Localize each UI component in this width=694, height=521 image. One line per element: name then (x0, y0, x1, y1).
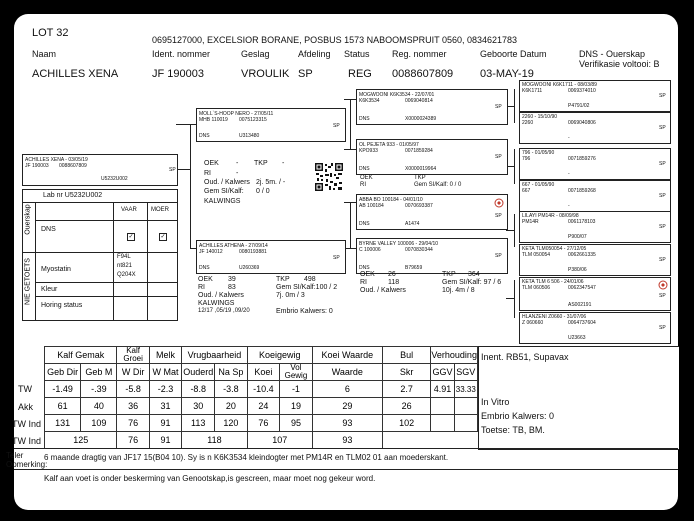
gp-gem: Gem SI/Kalf: 97 / 6 (442, 279, 502, 286)
cell: 29 (312, 398, 382, 415)
gp-oek: OEK (360, 175, 373, 181)
ggp-box (519, 180, 671, 212)
gp-dns: A1474 (405, 221, 420, 227)
ggp-name: HLANZENI Z0660 - 31/07/06 (522, 314, 587, 320)
gp-ident: K6K3534 (359, 98, 380, 104)
cell: 4.91 (431, 381, 454, 398)
cell: 102 (382, 415, 430, 432)
ggp-ident: PM14R (522, 219, 539, 225)
dam-gem: Gem SI/Kalf:100 / 2 (276, 284, 338, 291)
row-label-tw-ind: TW Ind (12, 419, 42, 429)
sire-ri-val: - (236, 170, 239, 177)
label-verification: Verifikasie voltooi: B (579, 59, 660, 69)
sire-oek-val: - (236, 160, 239, 167)
animal-box-reg: 0088607809 (59, 163, 87, 169)
gp-tkp: TKP (414, 175, 426, 181)
myo-q204x: Q204X (117, 272, 136, 278)
catalogue-sheet (6, 14, 678, 510)
gp-ident: C 100006 (359, 247, 381, 253)
cell: 24 (247, 398, 279, 415)
label-reg: Reg. nommer (392, 49, 447, 59)
cell: 31 (149, 398, 181, 415)
cell: 91 (149, 415, 181, 432)
animal-ident: JF 190003 (152, 68, 204, 80)
animal-section: SP (298, 68, 313, 80)
gp-age-val: 10j. 4m / 8 (442, 287, 475, 294)
ggp-ident: Z 060660 (522, 320, 544, 326)
cell: -2.3 (149, 381, 181, 398)
ggp-dns: P900/07 (568, 234, 587, 240)
cell: 76 (117, 432, 149, 449)
sire-name: MOLL`S-HOOP NERO - 27/05/11 (199, 111, 274, 117)
ggp-section: SP (659, 325, 666, 331)
ggp-name: KETA TLM050054 - 27/12/05 (522, 246, 587, 252)
cell: 95 (280, 415, 313, 432)
gp-dns: X0000019964 (405, 166, 437, 172)
dam-section: SP (333, 255, 340, 261)
row-label-akk: Akk (18, 402, 34, 412)
gp-ident: AB 100184 (359, 203, 384, 209)
ggp-reg: 0062347547 (568, 285, 596, 291)
cell: 125 (45, 432, 117, 449)
ggp-section: SP (659, 93, 666, 99)
cell: -10.4 (247, 381, 279, 398)
ggp-name: MOGWOONI K6K1711 - 08/03/89 (522, 82, 597, 88)
cell: -8.8 (182, 381, 215, 398)
dam-calvings-dates: 12/17 ,05/19 ,09/20 (198, 308, 250, 314)
animal-reg: 0088607809 (392, 68, 454, 80)
cell: 120 (215, 415, 248, 432)
sire-reg: 0075123315 (239, 117, 267, 123)
tests: Toetse: TB, BM. (481, 425, 545, 435)
col-sire: VAAR (121, 207, 137, 213)
myo-nt821: nt821 (117, 263, 133, 269)
ggp-box (519, 244, 671, 276)
sub-ggv: GGV (431, 364, 454, 381)
ggp-section: SP (659, 161, 666, 167)
gp-name: MOGWOONI K6K3534 - 22/07/01 (359, 92, 435, 98)
cell: 93 (312, 415, 382, 432)
sire-tkp-val: - (282, 160, 285, 167)
gp-dam-sire-box (356, 194, 508, 230)
qr-code (314, 162, 344, 192)
sub-na-sp: Na Sp (215, 364, 248, 381)
ggp-name: 796 - 01/05/90 (522, 150, 555, 156)
section-not-tested: NIE GETOETS (24, 258, 32, 305)
ggp-dns: U23663 (568, 335, 586, 341)
cell: 131 (45, 415, 81, 432)
cell (431, 398, 454, 415)
row-label-tw-ind-2: TW Ind (12, 436, 42, 446)
cell: -1.49 (45, 381, 81, 398)
animal-status: REG (348, 68, 372, 80)
gp-dns: B79659 (405, 265, 423, 271)
group-fertility: Vrugbaarheid (182, 347, 247, 364)
ggp-ident: TLM 050054 (522, 252, 551, 258)
dam-calvings-label: KALWINGS (198, 300, 235, 307)
ggp-ident: 667 (522, 188, 531, 194)
gp-section: SP (495, 213, 502, 219)
group-milk: Melk (149, 347, 181, 364)
ggp-box (519, 112, 671, 144)
ggp-reg: 0069040806 (568, 120, 596, 126)
dam-ri-val: 83 (228, 284, 236, 291)
animal-dob: 03-MAY-19 (480, 68, 534, 80)
animal-name: ACHILLES XENA (32, 68, 119, 80)
label-ident: Ident. nommer (152, 49, 211, 59)
gp-tkp-val: 364 (468, 271, 480, 278)
gp-age-label: Oud. / Kalwers (360, 287, 406, 294)
ggp-box (519, 148, 671, 180)
ggp-section: SP (659, 193, 666, 199)
cell: 36 (117, 398, 149, 415)
cell: 40 (81, 398, 117, 415)
sire-dns: U313480 (239, 133, 260, 139)
dam-dns-checkbox: ✓ (160, 234, 166, 240)
gp-name: OL PEJETA 933 - 01/05/97 (359, 142, 419, 148)
sire-box (196, 108, 346, 142)
gp-name: BYRNE VALLEY 100006 - 29/04/10 (359, 241, 439, 247)
group-ratio: Verhouding (431, 347, 478, 364)
gp-reg: 0070693387 (405, 203, 433, 209)
cell: -.39 (81, 381, 117, 398)
sire-gem-label: Gem SI/Kalf: (204, 188, 244, 195)
group-cow-weight: Koeigewig (247, 347, 312, 364)
dam-embryo: Embrio Kalwers: 0 (276, 308, 333, 315)
sire-ident: MHB 110019 (199, 117, 228, 123)
cell (454, 398, 477, 415)
gp-sire-sire-box (356, 89, 508, 125)
gp-reg: 0069040814 (405, 98, 433, 104)
cell: 93 (312, 432, 382, 449)
gp-reg: 0070830344 (405, 247, 433, 253)
cell: 2.7 (382, 381, 430, 398)
cell: 61 (45, 398, 81, 415)
cell: 76 (117, 415, 149, 432)
col-dam: MOER (151, 207, 169, 213)
ggp-dns: - (568, 171, 570, 177)
cell: -1 (280, 381, 313, 398)
sire-age-label: Oud. / Kalwers (204, 179, 250, 186)
ggp-dns: - (568, 203, 570, 209)
table-row (45, 432, 478, 449)
ggp-ident: K6K1711 (522, 88, 543, 94)
dam-oek-val: 39 (228, 276, 236, 283)
lot-number: LOT 32 (32, 27, 69, 39)
gp-dns-label: DNS (359, 265, 370, 271)
animal-box-section: SP (169, 167, 176, 173)
ggp-dns: - (568, 135, 570, 141)
stamp-icon (658, 280, 668, 290)
gp-dns: X0000024389 (405, 116, 437, 122)
ggp-section: SP (659, 125, 666, 131)
group-cow-value: Koei Waarde (312, 347, 382, 364)
group-calf-growth: Kalf Groei (117, 347, 149, 364)
dam-oek-label: OEK (198, 276, 213, 283)
gp-section: SP (495, 104, 502, 110)
ggp-reg: 0064737604 (568, 320, 596, 326)
embryo-calves: Embrio Kalwers: 0 (481, 411, 555, 421)
ggp-reg: 0071859268 (568, 188, 596, 194)
table-row (45, 415, 478, 432)
cell: 76 (247, 415, 279, 432)
sub-koei: Koei (247, 364, 279, 381)
gp-dns-label: DNS (359, 221, 370, 227)
gp-gem: Gem SI/Kalf: 0 / 0 (414, 182, 462, 188)
label-status: Status (344, 49, 370, 59)
animal-box-name: ACHILLES XENA - 03/05/19 (25, 157, 88, 163)
ggp-dns: AS002191 (568, 302, 592, 308)
ggp-section: SP (659, 257, 666, 263)
sire-age-val: 2j. 5m. / - (256, 179, 286, 186)
dam-dns: U260369 (239, 265, 260, 271)
sire-section: SP (333, 123, 340, 129)
gp-oek-val: 26 (388, 271, 396, 278)
lab-number: Lab nr U5232U002 (43, 192, 103, 199)
gp-tkp: TKP (442, 271, 456, 278)
cell: -3.8 (215, 381, 248, 398)
sub-waarde: Waarde (312, 364, 382, 381)
gp-section: SP (495, 253, 502, 259)
gp-ri-val: 118 (388, 279, 400, 286)
sub-w-dir: W Dir (117, 364, 149, 381)
gp-name: ABBA BO 100184 - 04/01/10 (359, 197, 423, 203)
dam-ri-label: RI (198, 284, 205, 291)
dam-dns-label: DNS (199, 265, 210, 271)
cell: 91 (149, 432, 181, 449)
label-sex: Geslag (241, 49, 270, 59)
sire-dns-checkbox: ✓ (128, 234, 134, 240)
dam-age-val: 7j. 0m / 3 (276, 292, 305, 299)
gp-reg: 0071859284 (405, 148, 433, 154)
cell: 113 (182, 415, 215, 432)
row-dns: DNS (41, 226, 56, 233)
in-vitro: In Vitro (481, 397, 510, 407)
sub-geb-m: Geb M (81, 364, 117, 381)
ggp-ident: TLM 060506 (522, 285, 551, 291)
sire-dns-label: DNS (199, 133, 210, 139)
dam-age-label: Oud. / Kalwers (198, 292, 244, 299)
ggp-section: SP (659, 293, 666, 299)
ggp-section: SP (659, 224, 666, 230)
ggp-reg: 0071859276 (568, 156, 596, 162)
cell (454, 415, 477, 432)
label-section: Afdeling (298, 49, 331, 59)
gp-sire-dam-box (356, 139, 508, 175)
gp-ident: KPO933 (359, 148, 378, 154)
row-myostatin: Myostatin (41, 266, 71, 273)
ggp-name: 2260 - 15/10/90 (522, 114, 558, 120)
sire-ri-label: RI (204, 170, 211, 177)
cell: 30 (182, 398, 215, 415)
ggp-reg: 0069374010 (568, 88, 596, 94)
dam-box (196, 240, 346, 274)
row-horn-status: Horing status (41, 302, 83, 309)
animal-pedigree-box (22, 154, 178, 186)
footer-note: Kalf aan voet is onder beskerming van Genootskap,is gescreen, maar moet nog gekeur word. (44, 474, 376, 483)
gp-oek: OEK (360, 271, 375, 278)
table-row (45, 381, 478, 398)
cell: 118 (182, 432, 247, 449)
cell: 6 (312, 381, 382, 398)
cell (431, 415, 454, 432)
sire-calvings: KALWINGS (204, 198, 241, 205)
dam-name: ACHILLES ATHENA - 27/09/14 (199, 243, 268, 249)
dam-tkp-label: TKP (276, 276, 290, 283)
stamp-icon (494, 198, 504, 208)
ggp-reg: 0061178103 (568, 219, 596, 225)
ggp-ident: 2260 (522, 120, 534, 126)
cell: -5.8 (117, 381, 149, 398)
gp-dns-label: DNS (359, 116, 370, 122)
vaccinations: Inent. RB51, Supavax (481, 352, 569, 362)
breeder-contact: 0695127000, EXCELSIOR BORANE, POSBUS 1573 NABOOMSPRUIT 0560, 0834621783 (152, 35, 518, 45)
sire-tkp-label: TKP (254, 160, 268, 167)
cell: 19 (280, 398, 313, 415)
sub-geb-dir: Geb Dir (45, 364, 81, 381)
dns-lab-panel (22, 189, 178, 321)
gp-section: SP (495, 154, 502, 160)
animal-sex: VROULIK (241, 68, 290, 80)
myo-f94l: F94L (117, 254, 131, 260)
animal-box-code: U5232U002 (101, 176, 128, 182)
label-dns: DNS - Ouerskap (579, 49, 646, 59)
group-calving-ease: Kalf Gemak (45, 347, 117, 364)
sub-sgv: SGV (454, 364, 477, 381)
ggp-name: KETA TLM 6 506 - 24/01/06 (522, 279, 584, 285)
extra-info-panel (478, 346, 679, 450)
ggp-dns: P380/06 (568, 267, 587, 273)
sire-oek-label: OEK (204, 160, 219, 167)
row-label-tw: TW (18, 384, 32, 394)
gp-ri: RI (360, 182, 366, 188)
sub-ouderd: Ouderd (182, 364, 215, 381)
gp-dam-dam-box (356, 238, 508, 274)
cell: 107 (247, 432, 312, 449)
cell: 33.33 (454, 381, 477, 398)
ggp-name: LILAYI PM14R - 08/09/98 (522, 213, 579, 219)
ggp-box (519, 312, 671, 344)
section-parentage: Ouerskap (24, 204, 32, 235)
gp-ri: RI (360, 279, 367, 286)
animal-box-ident: JF 190003 (25, 163, 49, 169)
ggp-ident: 796 (522, 156, 531, 162)
sire-gem-val: 0 / 0 (256, 188, 270, 195)
ggp-name: 667 - 01/05/90 (522, 182, 555, 188)
row-colour: Kleur (41, 286, 58, 293)
sub-w-mat: W Mat (149, 364, 181, 381)
ggp-box (519, 277, 671, 311)
label-dob: Geboorte Datum (480, 49, 547, 59)
ggp-box (519, 80, 671, 112)
cell: 109 (81, 415, 117, 432)
dam-tkp-val: 498 (304, 276, 316, 283)
sub-vol-gewig: Vol Gewig (280, 364, 313, 381)
ggp-dns: P4791/02 (568, 103, 590, 109)
remarks-text: 6 maande dragtig van JF17 15(B04 10). Sy is n K6K3534 kleindogter met PM14R en TLM02 01 aan moederskant. (44, 453, 449, 462)
cell: 20 (215, 398, 248, 415)
remarks-label-breeder: Teler (6, 451, 24, 460)
label-name: Naam (32, 49, 57, 59)
dam-ident: JF 140012 (199, 249, 223, 255)
cell: 26 (382, 398, 430, 415)
gp-dns-label: DNS (359, 166, 370, 172)
ggp-box (519, 211, 671, 243)
breeding-values-table (44, 346, 478, 449)
sub-skr: Skr (382, 364, 430, 381)
dam-reg: 0080193881 (239, 249, 267, 255)
group-bull: Bul (382, 347, 430, 364)
ggp-reg: 0062661335 (568, 252, 596, 258)
remarks-label: Opmerking: (6, 460, 48, 469)
table-row (45, 398, 478, 415)
